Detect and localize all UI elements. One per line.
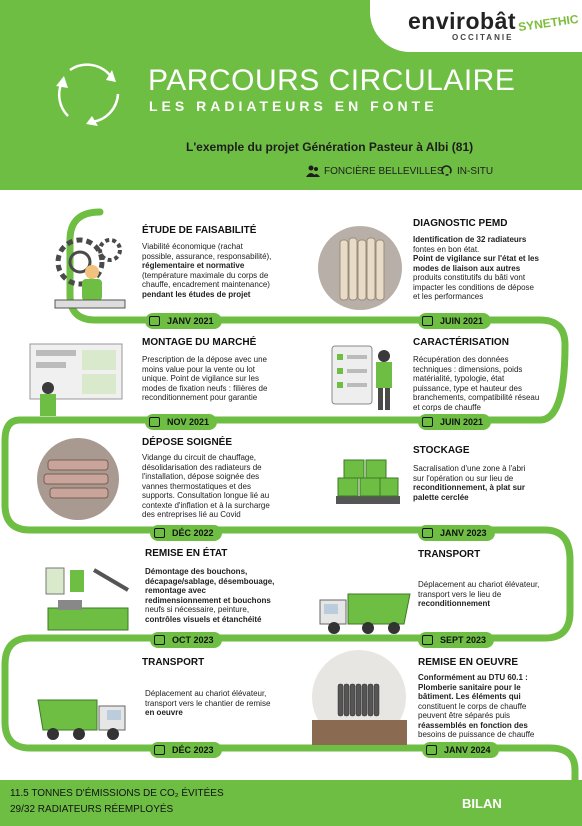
step-title: DIAGNOSTIC PEMD (413, 218, 508, 229)
step-title: REMISE EN OEUVRE (418, 657, 519, 668)
step-text: Déplacement au chariot élévateur, transport vers le chantier de remise en oeuvre (145, 689, 271, 717)
step-text: Déplacement au chariot élévateur, transport vers le lieu de reconditionnement (418, 580, 540, 608)
step-date: JANV 2021 (145, 313, 222, 329)
radiator-photo (318, 226, 403, 311)
calendar-icon (149, 316, 160, 326)
truck-illustration (318, 586, 413, 636)
step-date: SEPT 2023 (418, 632, 494, 648)
installed-radiator-photo (312, 650, 407, 745)
step-date: NOV 2021 (145, 414, 217, 430)
page-subtitle: LES RADIATEURS EN FONTE (149, 98, 438, 114)
calendar-icon (149, 417, 160, 427)
step-title: REMISE EN ÉTAT (145, 548, 228, 559)
engineer-gears-illustration (40, 232, 135, 312)
calendar-icon (422, 316, 433, 326)
step-date: JANV 2023 (418, 525, 495, 541)
calendar-icon (422, 528, 433, 538)
truck-illustration (35, 692, 130, 742)
step-date: JANV 2024 (422, 742, 499, 758)
step-text: Prescription de la dépose avec une moins value pour la vente ou lot unique. Point de vigilance sur les modes de fixation neufs : filières de reconditionnement pour garantie (142, 355, 268, 402)
tools-illustration (38, 560, 138, 638)
calendar-icon (154, 528, 165, 538)
step-date: DÉC 2022 (150, 525, 222, 541)
brand-logo: envirobât (408, 8, 517, 34)
step-date: DÉC 2023 (150, 742, 222, 758)
step-title: ÉTUDE DE FAISABILITÉ (142, 225, 257, 236)
step-date: OCT 2023 (150, 632, 222, 648)
step-text: Conformément au DTU 60.1 : Plomberie sanitaire pour le bâtiment. Les éléments qui constituent le corps de chauffe peuvent être séparés puis réassemblés en fonction des besoins de puissance de chauffe (418, 673, 535, 739)
partner-in-situ: IN-SITU (457, 166, 494, 177)
radiators-stat: 29/32 RADIATEURS RÉEMPLOYÉS (10, 804, 174, 815)
step-title: DÉPOSE SOIGNÉE (142, 437, 233, 448)
step-date: JUIN 2021 (418, 313, 491, 329)
checklist-illustration (320, 342, 405, 414)
co2-stat: 11.5 TONNES D'ÉMISSIONS DE CO₂ ÉVITÉES (10, 788, 224, 799)
step-text: Sacralisation d'une zone à l'abri sur l'opération ou sur lieu de reconditionnement, à plat sur palette cerclée (413, 464, 526, 502)
calendar-icon (422, 417, 433, 427)
step-text: Viabilité économique (rachat possible, assurance, responsabilité), réglementaire et normative (température maximale du corps de chauffe, encadrement maintenance) pendant les études de projet (142, 242, 272, 299)
step-text: Démontage des bouchons, décapage/sablage, désembouage, remontage avec redimensionnement et bouchons neufs si nécessaire, peinture, contrôles visuels et étanchéité (145, 567, 275, 624)
removed-radiators-photo (28, 438, 128, 520)
presentation-illustration (20, 340, 130, 420)
calendar-icon (154, 745, 165, 755)
step-date: JUIN 2021 (418, 414, 491, 430)
pallet-boxes-illustration (330, 450, 405, 512)
step-text: Récupération des données techniques : dimensions, poids matérialité, typologie, état puissance, type et hauteur des branchements, compatibilité réseau et corps de chauffe (413, 355, 540, 412)
step-text: Vidange du circuit de chauffage, désolidarisation des radiateurs de l'installation, dépose soignée des vannes thermostatiques et des supports. Consultation longue lié au contexte d'inflation et à la surcharge des entreprises lié au Covid (142, 453, 270, 519)
step-title: MONTAGE DU MARCHÉ (142, 337, 257, 348)
bilan-label: BILAN (462, 796, 502, 811)
calendar-icon (154, 635, 165, 645)
step-title: CARACTÉRISATION (413, 337, 509, 348)
calendar-icon (422, 635, 433, 645)
step-title: TRANSPORT (142, 657, 205, 668)
page-title: PARCOURS CIRCULAIRE (148, 64, 516, 97)
partner-foncière: FONCIÈRE BELLEVILLES (324, 166, 444, 177)
step-title: TRANSPORT (418, 549, 481, 560)
partner-logo: SYNETHIC (517, 11, 580, 35)
step-text: Identification de 32 radiateurs fontes en bon état. Point de vigilance sur l'état et les modes de liaison aux autres produits constitutifs du bâti vont impacter les conditions de dépose et les performances (413, 235, 539, 301)
step-title: STOCKAGE (413, 445, 470, 456)
calendar-icon (426, 745, 437, 755)
brand-region: OCCITANIE (452, 33, 514, 42)
project-subtitle: L'exemple du projet Génération Pasteur à Albi (81) (186, 140, 474, 154)
